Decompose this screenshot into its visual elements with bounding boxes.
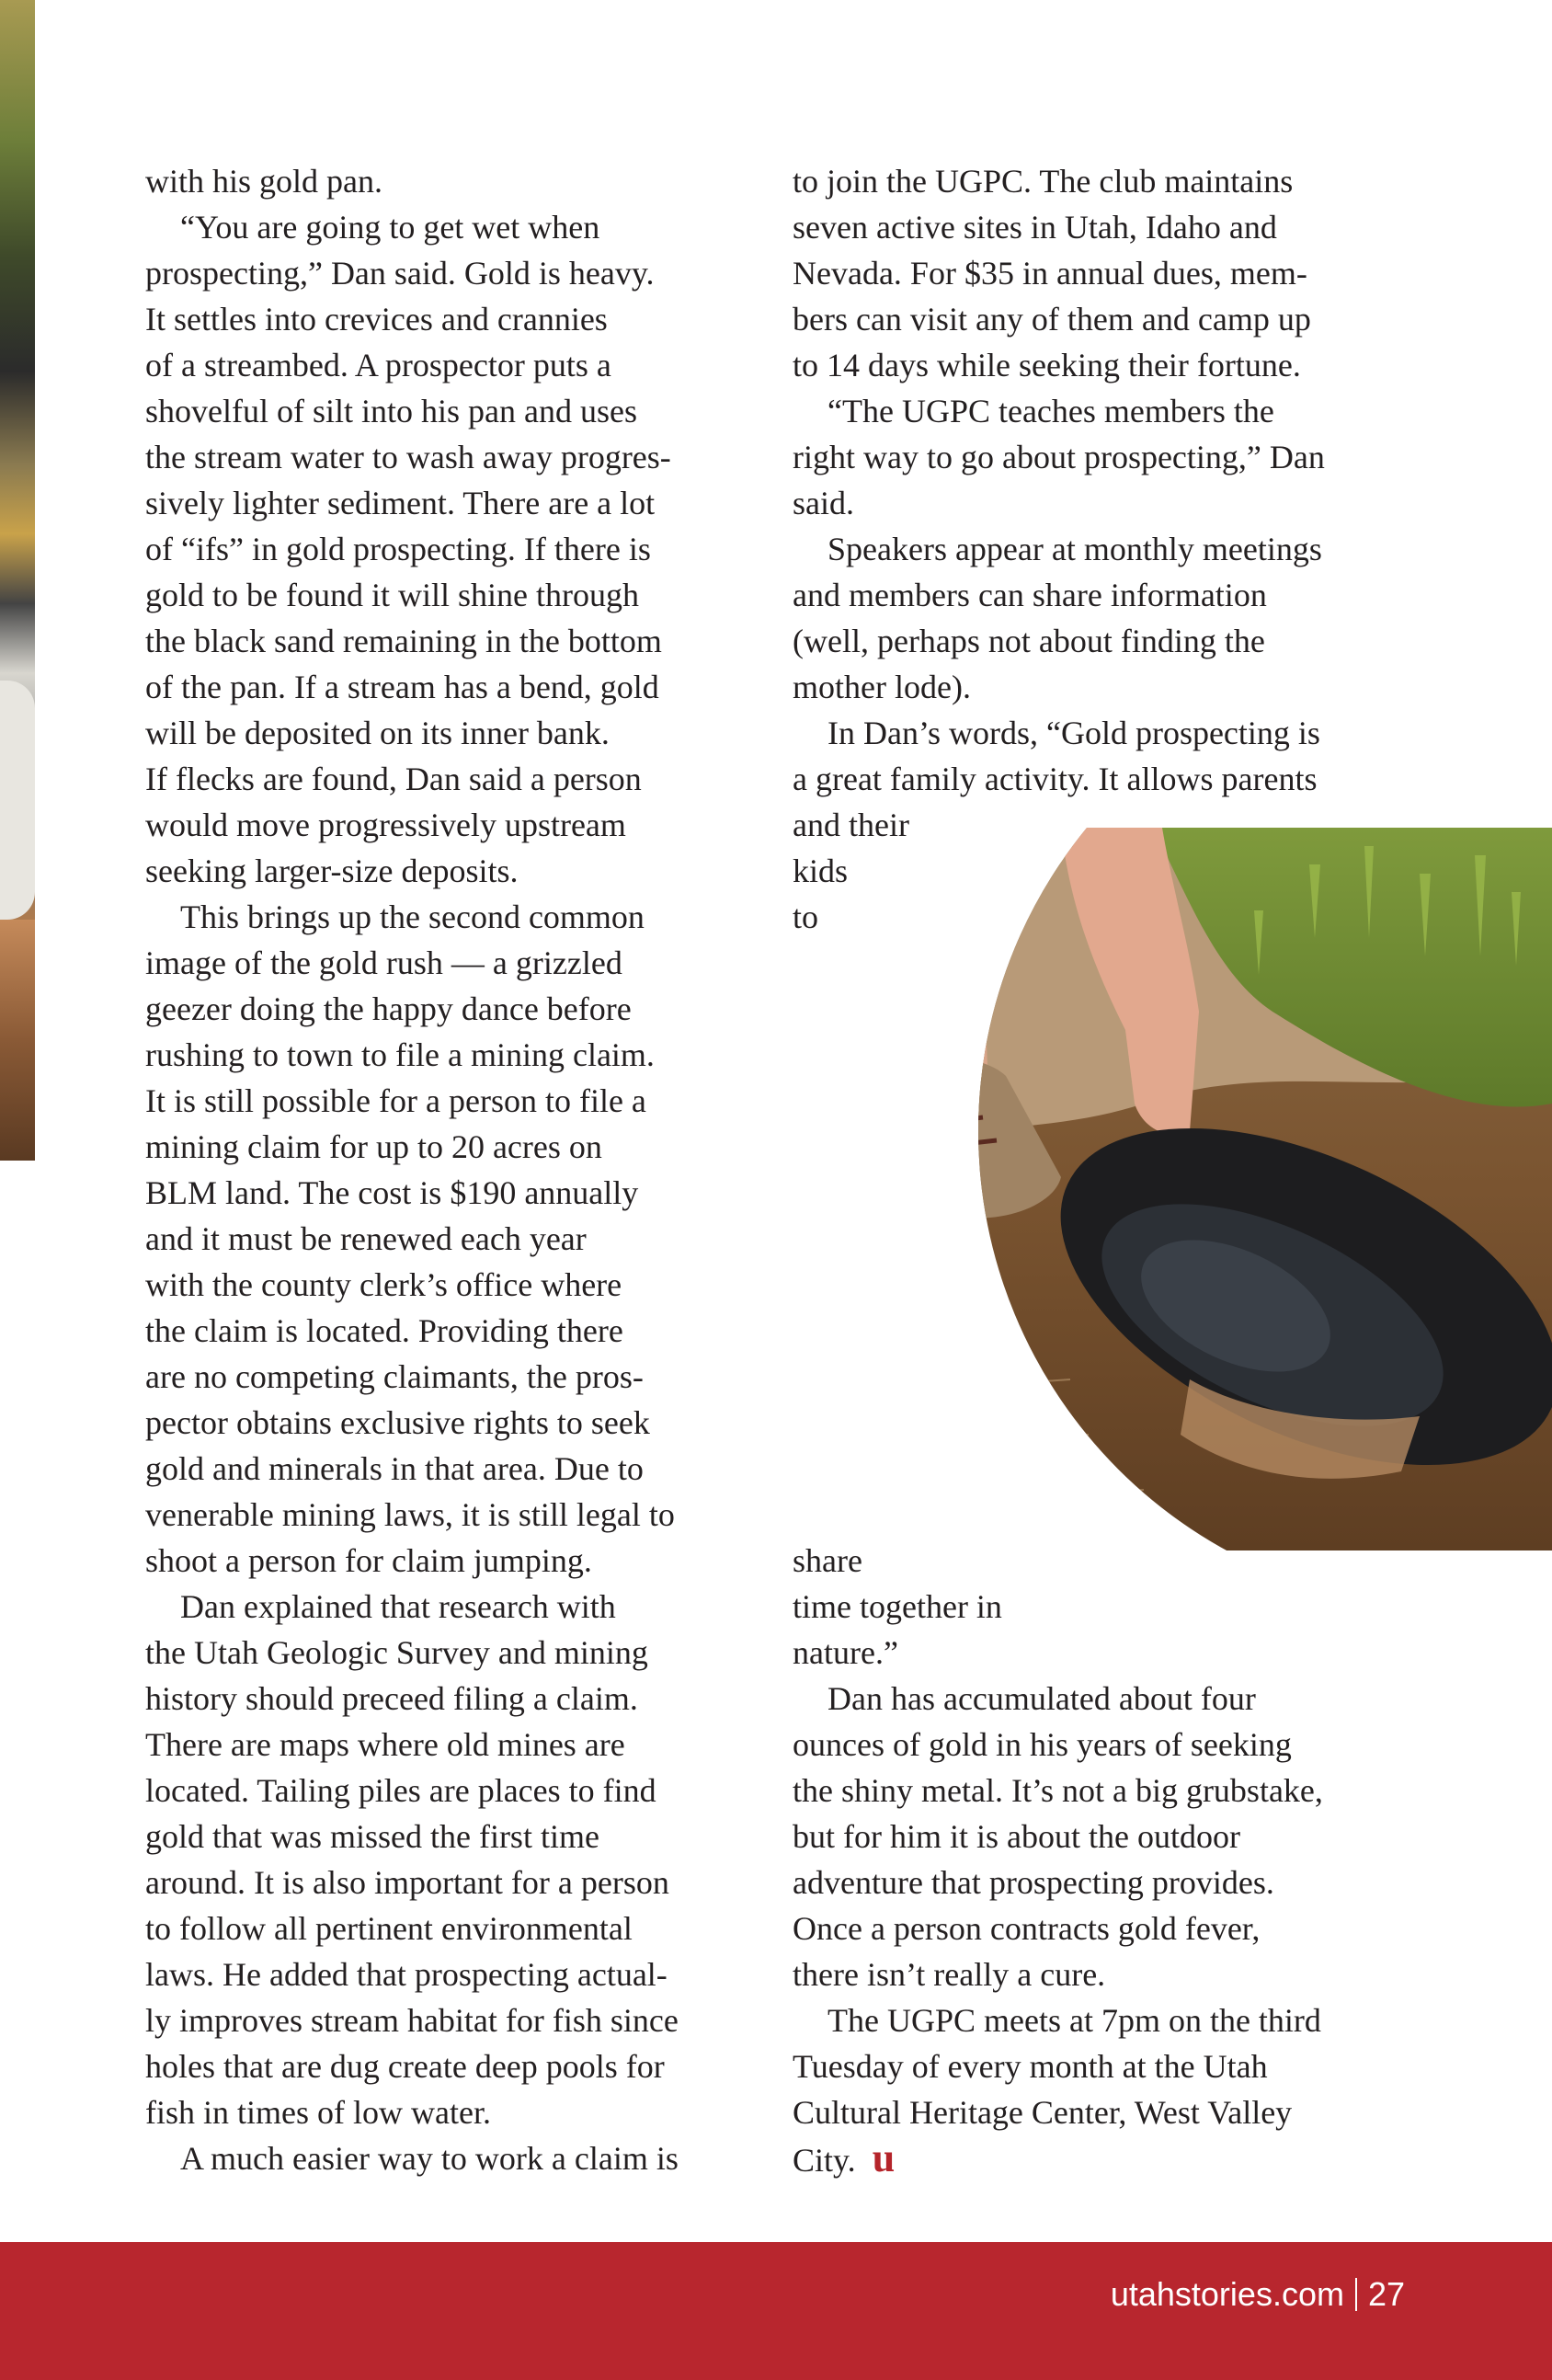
right-column-line: and members can share information xyxy=(793,577,1267,613)
right-column-line: to join the UGPC. The club maintains xyxy=(793,163,1294,200)
right-column-line: there isn’t really a cure. xyxy=(793,1956,1106,1993)
left-column-line: pector obtains exclusive rights to seek xyxy=(145,1404,650,1441)
right-column-line: (well, perhaps not about finding the xyxy=(793,623,1265,659)
left-column-line: It is still possible for a person to file a xyxy=(145,1082,646,1119)
right-column-line: to 14 days while seeking their fortune. xyxy=(793,347,1301,383)
right-column-line: Once a person contracts gold fever, xyxy=(793,1910,1261,1947)
left-column-line: seeking larger-size deposits. xyxy=(145,852,519,889)
left-column-line: venerable mining laws, it is still legal to xyxy=(145,1496,675,1533)
left-column-line: history should preceed filing a claim. xyxy=(145,1680,638,1717)
left-text-column xyxy=(145,158,752,2181)
left-column-line: of “ifs” in gold prospecting. If there is xyxy=(145,531,651,567)
right-column-line: Tuesday of every month at the Utah xyxy=(793,2048,1268,2085)
right-column-line: the shiny metal. It’s not a big grubstake, xyxy=(793,1772,1323,1809)
left-column-line: gold to be found it will shine through xyxy=(145,577,639,613)
right-column-line: share xyxy=(793,1542,862,1579)
right-column-line: Speakers appear at monthly meetings xyxy=(827,531,1322,567)
left-column-line: would move progressively upstream xyxy=(145,807,626,843)
footer-divider xyxy=(1355,2278,1357,2311)
right-column-line: right way to go about prospecting,” Dan xyxy=(793,439,1325,475)
right-column-line: seven active sites in Utah, Idaho and xyxy=(793,209,1277,246)
left-column-line: There are maps where old mines are xyxy=(145,1726,625,1763)
right-column-last-text: City. xyxy=(793,2142,856,2179)
footer-site[interactable]: utahstories.com xyxy=(1110,2275,1344,2313)
left-column-line: located. Tailing piles are places to find xyxy=(145,1772,656,1809)
right-column-line: Nevada. For $35 in annual dues, mem- xyxy=(793,255,1307,292)
left-column-line: Dan explained that research with xyxy=(180,1588,616,1625)
right-column-line: mother lode). xyxy=(793,669,971,705)
right-column-line: and their xyxy=(793,807,909,843)
page-number: 27 xyxy=(1367,2275,1405,2313)
edge-photo-hand xyxy=(0,920,35,1161)
left-column-line: sively lighter sediment. There are a lot xyxy=(145,485,656,521)
right-column-line: bers can visit any of them and camp up xyxy=(793,301,1311,338)
left-column-line: the claim is located. Providing there xyxy=(145,1312,623,1349)
left-column-line: geezer doing the happy dance before xyxy=(145,990,632,1027)
left-column-line: rushing to town to file a mining claim. xyxy=(145,1036,655,1073)
left-column-line: shoot a person for claim jumping. xyxy=(145,1542,592,1579)
left-column-line: This brings up the second common xyxy=(180,898,645,935)
footer-text xyxy=(1111,2271,1405,2317)
left-column-line: image of the gold rush — a grizzled xyxy=(145,944,622,981)
right-column-line xyxy=(793,2135,1418,2181)
right-column-line: ounces of gold in his years of seeking xyxy=(793,1726,1292,1763)
left-column-line: fish in times of low water. xyxy=(145,2094,491,2131)
right-column-line: but for him it is about the outdoor xyxy=(793,1818,1240,1855)
left-column-line: around. It is also important for a person xyxy=(145,1864,669,1901)
right-column-line: Cultural Heritage Center, West Valley xyxy=(793,2094,1293,2131)
end-of-article-mark: u xyxy=(872,2135,896,2180)
left-column-line: ly improves stream habitat for fish since xyxy=(145,2002,679,2039)
left-column-line: mining claim for up to 20 acres on xyxy=(145,1128,602,1165)
left-column-line: are no competing claimants, the pros- xyxy=(145,1358,644,1395)
right-column-line: adventure that prospecting provides. xyxy=(793,1864,1274,1901)
left-column-line: and it must be renewed each year xyxy=(145,1220,587,1257)
right-column-line: nature.” xyxy=(793,1634,898,1671)
left-column-line: gold and minerals in that area. Due to xyxy=(145,1450,644,1487)
right-column-line: to xyxy=(793,898,819,935)
left-column-line: BLM land. The cost is $190 annually xyxy=(145,1174,639,1211)
right-column-line: In Dan’s words, “Gold prospecting is xyxy=(827,715,1320,751)
left-column-line: A much easier way to work a claim is xyxy=(180,2140,679,2177)
left-column-line: with the county clerk’s office where xyxy=(145,1266,622,1303)
left-column-line: the Utah Geologic Survey and mining xyxy=(145,1634,648,1671)
right-column-line: said. xyxy=(793,485,854,521)
left-column-line: holes that are dug create deep pools for xyxy=(145,2048,665,2085)
left-column-line: shovelful of silt into his pan and uses xyxy=(145,393,637,429)
right-column-line: kids xyxy=(793,852,849,889)
left-column-line: to follow all pertinent environmental xyxy=(145,1910,633,1947)
left-column-line: of a streambed. A prospector puts a xyxy=(145,347,611,383)
left-column-line: the black sand remaining in the bottom xyxy=(145,623,662,659)
right-column-line: “The UGPC teaches members the xyxy=(827,393,1274,429)
left-column-line: If flecks are found, Dan said a person xyxy=(145,761,642,797)
left-column-line: prospecting,” Dan said. Gold is heavy. xyxy=(145,255,655,292)
left-column-line: the stream water to wash away progres- xyxy=(145,439,671,475)
edge-photo-sliver xyxy=(0,0,35,1161)
left-column-line: will be deposited on its inner bank. xyxy=(145,715,610,751)
left-column-line: It settles into crevices and crannies xyxy=(145,301,608,338)
left-column-line: of the pan. If a stream has a bend, gold xyxy=(145,669,659,705)
right-column-line: Dan has accumulated about four xyxy=(827,1680,1256,1717)
edge-photo-paper xyxy=(0,681,35,920)
page-footer xyxy=(0,2242,1552,2380)
left-column-line: with his gold pan. xyxy=(145,163,382,200)
right-column-line: The UGPC meets at 7pm on the third xyxy=(827,2002,1321,2039)
right-column-line: a great family activity. It allows parents xyxy=(793,761,1318,797)
right-column-line: time together in xyxy=(793,1588,1002,1625)
left-column-line: laws. He added that prospecting actual- xyxy=(145,1956,668,1993)
left-column-line: gold that was missed the first time xyxy=(145,1818,599,1855)
left-column-line: “You are going to get wet when xyxy=(180,209,600,246)
